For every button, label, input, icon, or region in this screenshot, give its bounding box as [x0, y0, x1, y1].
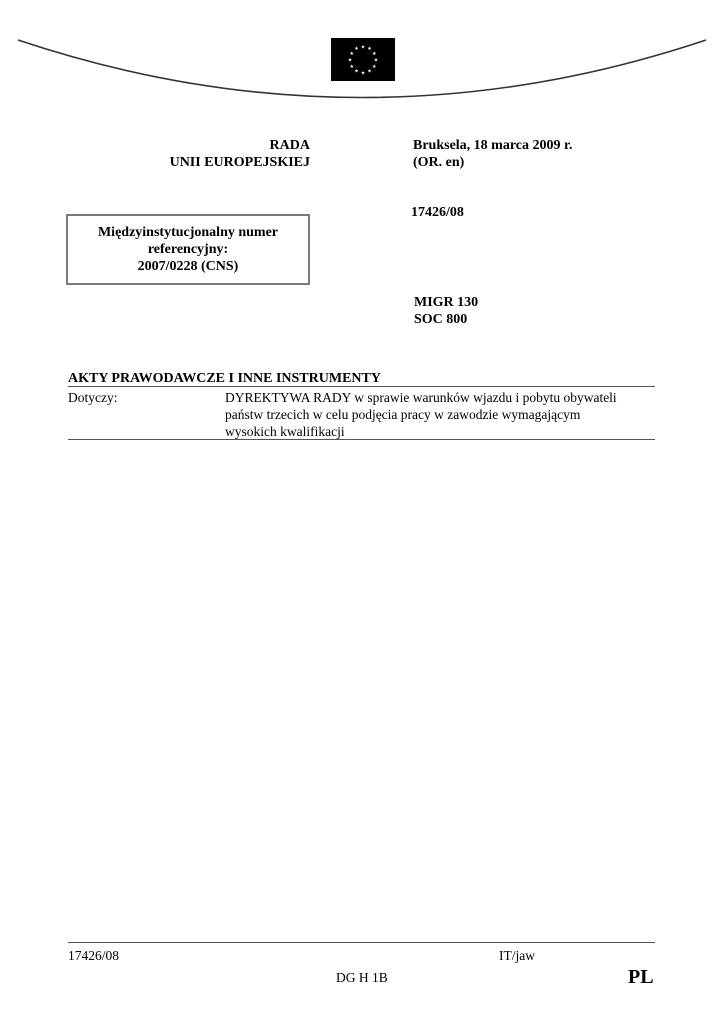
subject-line-2: państw trzecich w celu podjęcia pracy w zawodzie wymagającym [225, 407, 581, 422]
subject-line-3: wysokich kwalifikacji [225, 424, 345, 439]
subject-label: Dotyczy: [68, 390, 118, 405]
star-icon: ★ [360, 71, 366, 77]
star-icon: ★ [372, 51, 377, 57]
star-icon: ★ [360, 45, 366, 51]
classification-codes [414, 294, 478, 328]
star-icon: ★ [367, 47, 372, 53]
section-title: AKTY PRAWODAWCZE I INNE INSTRUMENTY [68, 371, 381, 386]
document-number: 17426/08 [411, 205, 464, 220]
place-date: Bruksela, 18 marca 2009 r. [413, 138, 573, 153]
interinstitutional-line-3: 2007/0228 (CNS) [137, 259, 239, 274]
footer-doc-ref: 17426/08 [68, 948, 120, 963]
subject-text [225, 389, 657, 440]
subject-line-1: DYREKTYWA RADY w sprawie warunków wjazdu i pobytu obywateli [225, 390, 617, 405]
original-language: (OR. en) [413, 155, 465, 170]
star-icon: ★ [372, 64, 377, 70]
star-icon: ★ [373, 58, 379, 64]
interinstitutional-line-2: referencyjny: [147, 242, 229, 257]
star-icon: ★ [367, 69, 372, 75]
eu-flag-icon [331, 38, 395, 81]
code-item: SOC 800 [414, 312, 468, 327]
council-line-1: RADA [269, 138, 310, 153]
interinstitutional-line-1: Międzyinstytucjonalny numer [97, 225, 279, 240]
council-name [120, 137, 310, 171]
star-icon: ★ [349, 51, 354, 57]
interinstitutional-reference-box [66, 214, 310, 285]
star-icon: ★ [354, 69, 359, 75]
footer-divider [68, 942, 655, 943]
code-item: MIGR 130 [414, 295, 479, 310]
footer-language: PL [628, 966, 654, 988]
star-icon: ★ [354, 47, 359, 53]
divider [68, 439, 655, 440]
place-date-block [413, 137, 703, 171]
footer-author: IT/jaw [499, 948, 535, 963]
footer-dg: DG H 1B [336, 970, 388, 985]
star-icon: ★ [347, 58, 353, 64]
divider [68, 386, 655, 387]
star-icon: ★ [349, 64, 354, 70]
council-line-2: UNII EUROPEJSKIEJ [169, 155, 310, 170]
